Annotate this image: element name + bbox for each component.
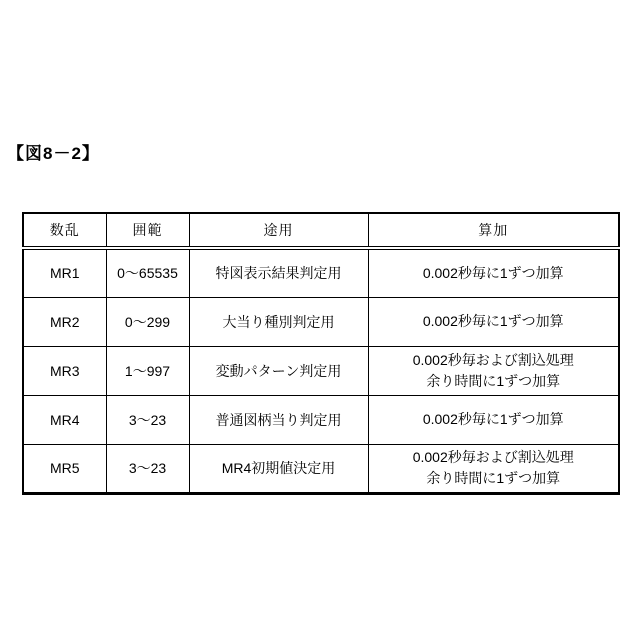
table-row bbox=[23, 395, 619, 444]
cell-id: MR2 bbox=[23, 297, 106, 346]
header-cell-random: 数乱 bbox=[23, 213, 106, 248]
header-cell-use: 途用 bbox=[189, 213, 368, 248]
header-cell-add: 算加 bbox=[368, 213, 619, 248]
cell-use: 大当り種別判定用 bbox=[189, 297, 368, 346]
cell-add-line: 0.002秒毎に1ずつ加算 bbox=[422, 411, 564, 427]
cell-id: MR1 bbox=[23, 248, 106, 297]
random-number-table bbox=[22, 212, 620, 495]
table-row bbox=[23, 346, 619, 395]
cell-use: 特図表示結果判定用 bbox=[189, 248, 368, 297]
page-title: 【図8－2】 bbox=[7, 144, 100, 163]
cell-add-line: 余り時間に1ずつ加算 bbox=[426, 372, 561, 389]
cell-range: 0～65535 bbox=[106, 248, 189, 297]
table-header-row bbox=[23, 213, 619, 248]
cell-range: 0～299 bbox=[106, 297, 189, 346]
cell-add bbox=[368, 297, 619, 346]
cell-use: MR4初期値決定用 bbox=[189, 444, 368, 493]
cell-range: 1～997 bbox=[106, 346, 189, 395]
cell-id: MR5 bbox=[23, 444, 106, 493]
table-row bbox=[23, 444, 619, 493]
cell-range: 3～23 bbox=[106, 395, 189, 444]
cell-add bbox=[368, 444, 619, 493]
table-row bbox=[23, 297, 619, 346]
cell-use: 変動パターン判定用 bbox=[189, 346, 368, 395]
cell-add-line: 0.002秒毎および割込処理 bbox=[412, 449, 574, 465]
cell-id: MR3 bbox=[23, 346, 106, 395]
cell-add bbox=[368, 346, 619, 395]
cell-add-line: 0.002秒毎に1ずつ加算 bbox=[422, 313, 564, 329]
cell-add bbox=[368, 248, 619, 297]
cell-id: MR4 bbox=[23, 395, 106, 444]
header-cell-range: 囲範 bbox=[106, 213, 189, 248]
cell-add-line: 余り時間に1ずつ加算 bbox=[426, 470, 561, 486]
cell-use: 普通図柄当り判定用 bbox=[189, 395, 368, 444]
cell-range: 3～23 bbox=[106, 444, 189, 493]
cell-add-line: 0.002秒毎に1ずつ加算 bbox=[422, 264, 564, 281]
table-row bbox=[23, 248, 619, 297]
cell-add bbox=[368, 395, 619, 444]
cell-add-line: 0.002秒毎および割込処理 bbox=[412, 351, 574, 368]
